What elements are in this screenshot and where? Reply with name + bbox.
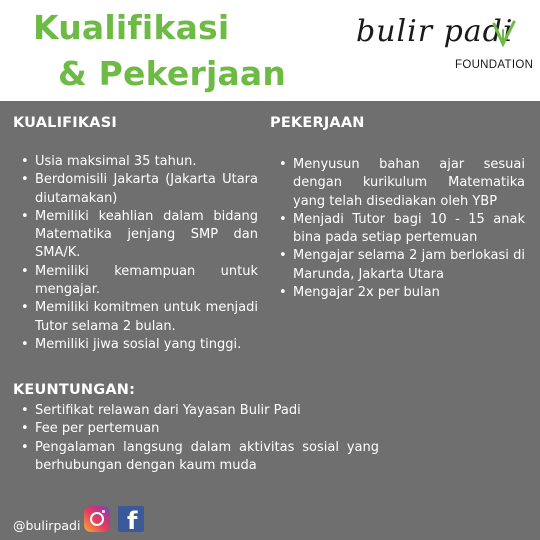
pekerjaan-list xyxy=(279,156,525,302)
list-item: • Pengalaman langsung dalam aktivitas sosial yang berhubungan dengan kaum muda xyxy=(21,439,379,476)
list-item: • Memiliki kemampuan untuk mengajar. xyxy=(21,263,258,300)
list-item: • Mengajar 2x per bulan xyxy=(279,284,525,302)
list-item: • Sertifikat relawan dari Yayasan Bulir Padi xyxy=(21,402,379,420)
header-banner xyxy=(0,0,540,101)
facebook-icon[interactable]: f xyxy=(118,506,144,532)
list-item: • Mengajar selama 2 jam berlokasi di Marunda, Jakarta Utara xyxy=(279,247,525,284)
keuntungan-list xyxy=(21,402,379,475)
list-item: • Fee per pertemuan xyxy=(21,420,379,438)
list-item: • Menyusun bahan ajar sesuai dengan kurikulum Matematika yang telah disediakan oleh YBP xyxy=(279,156,525,211)
kualifikasi-list xyxy=(21,153,258,354)
bulir-padi-logo xyxy=(356,14,534,74)
keuntungan-heading: KEUNTUNGAN: xyxy=(13,382,136,398)
logo-foundation-label: FOUNDATION xyxy=(455,59,534,71)
list-item: • Memiliki jiwa sosial yang tinggi. xyxy=(21,336,258,354)
logo-wordmark: bulir padi xyxy=(356,14,514,49)
page-title-line2: & Pekerjaan xyxy=(58,54,287,93)
page-title-line1: Kualifikasi xyxy=(33,8,230,47)
list-item: • Menjadi Tutor bagi 10 - 15 anak bina pada setiap pertemuan xyxy=(279,211,525,248)
rice-stalk-icon xyxy=(488,18,518,48)
list-item: • Usia maksimal 35 tahun. xyxy=(21,153,258,171)
list-item: • Berdomisili Jakarta (Jakarta Utara diutamakan) xyxy=(21,171,258,208)
instagram-icon[interactable] xyxy=(84,506,110,532)
social-handle: @bulirpadi xyxy=(13,518,81,533)
list-item: • Memiliki komitmen untuk menjadi Tutor selama 2 bulan. xyxy=(21,299,258,336)
pekerjaan-heading: PEKERJAAN xyxy=(270,115,365,131)
list-item: • Memiliki keahlian dalam bidang Matematika jenjang SMP dan SMA/K. xyxy=(21,208,258,263)
kualifikasi-heading: KUALIFIKASI xyxy=(13,115,117,131)
